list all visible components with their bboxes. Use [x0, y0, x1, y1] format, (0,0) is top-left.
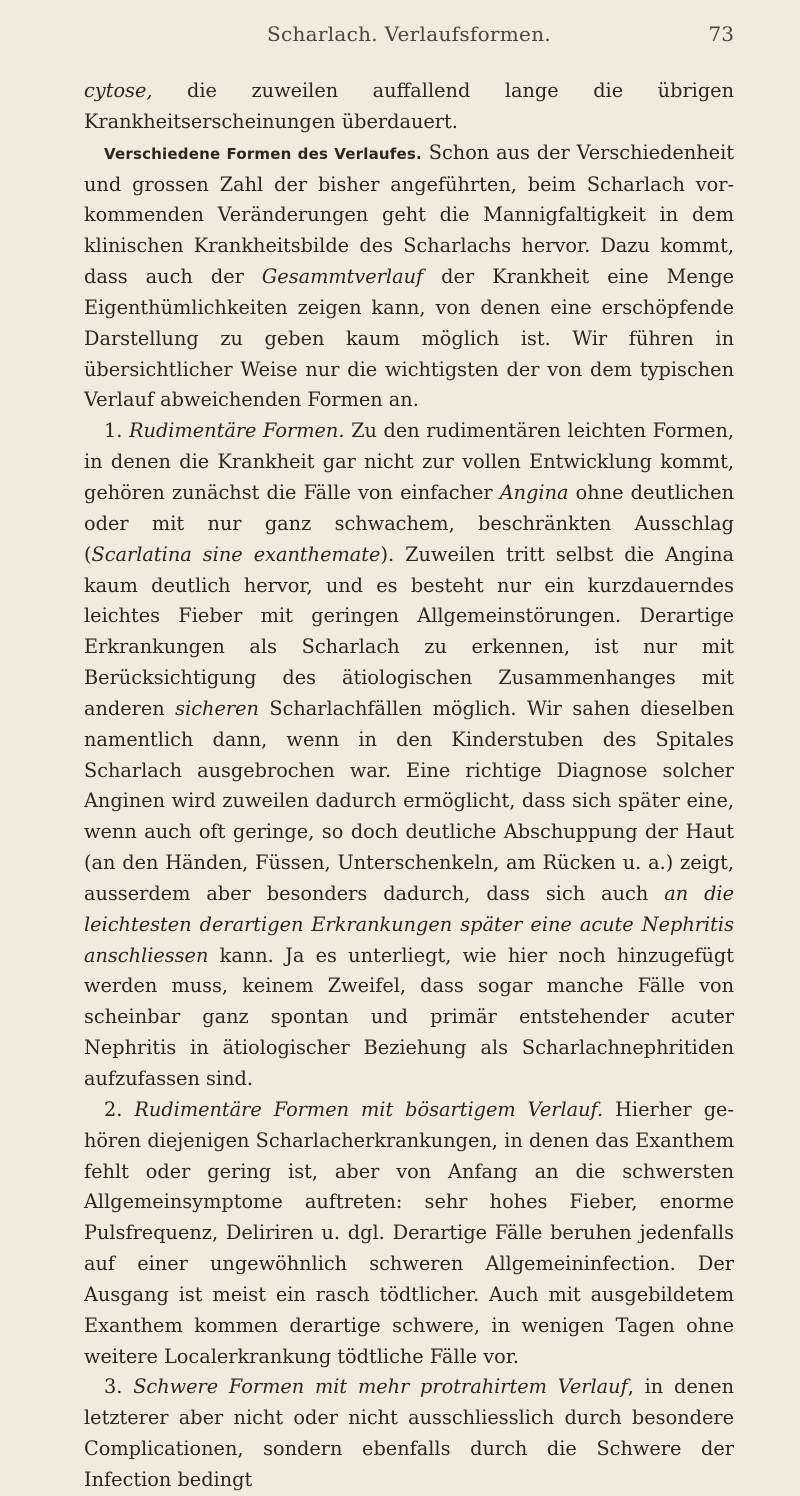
paragraph — [84, 76, 734, 138]
text-run: kann. Ja es unterliegt, wie hier noch hinzugefügt werden muss, keinem Zweifel, dass sogar manche Fälle von scheinbar ganz spontan und primär entstehender acuter Nephritis in ätiologischer Beziehung als Scharlachnephritiden aufzufassen sind. — [84, 943, 734, 1090]
section-heading: Verschiedene Formen des Verlaufes. — [104, 144, 422, 163]
text-run: ohne deutlichen oder mit nur ganz schwachem, beschränkten Ausschlag ( — [84, 480, 734, 566]
running-head — [84, 22, 734, 52]
running-title: Scharlach. Verlaufsformen. — [266, 22, 552, 46]
paragraph — [84, 1095, 734, 1373]
text-run: Zu den rudimentären leichten Formen, in denen die Krankheit gar nicht zur vollen Entwicklung kommt, gehören zunächst die Fälle von einfacher — [84, 419, 734, 504]
book-page — [0, 22, 800, 1491]
text-run: Scharlachfällen möglich. Wir sahen dieselben namentlich dann, wenn in den Kinderstuben des Spitales Scharlach ausgebrochen war. Eine richtige Diagnose solcher Anginen wird zuweilen dadurch ermöglicht, dass sich später eine, wenn auch oft geringe, so doch deutliche Abschuppung der Haut (an den Händen, Füssen, Unterschenkeln, am Rücken u. a.) zeigt, ausserdem aber besonders dadurch, dass sich auch — [84, 696, 734, 905]
italic-text: Gesammtverlauf — [261, 265, 424, 289]
paragraph — [84, 1372, 734, 1495]
text-run: die zuweilen auffallend lange die übrigen Krankheitserscheinungen überdauert. — [84, 79, 734, 133]
italic-text: sicheren — [175, 696, 259, 720]
body-text — [84, 76, 734, 1496]
italic-text: Rudimentäre Formen. — [129, 419, 345, 443]
italic-text: Scarlatina sine exanthemate — [91, 542, 381, 566]
text-run: 2. — [104, 1097, 135, 1121]
paragraph — [84, 416, 734, 1095]
text-run: , in denen letzterer aber nicht oder nicht ausschliesslich durch besondere Complicationen, sondern ebenfalls durch die Schwere der Infection bedingt — [84, 1375, 734, 1491]
text-run: 3. — [104, 1375, 134, 1399]
text-run: Hierher gehören diejenigen Scharlacherkrankungen, in denen das Exanthem fehlt oder gering ist, aber von Anfang an die schwersten Allgemeinsymptome auftreten: sehr hohes Fieber, enorme Pulsfrequenz, Deliriren u. dgl. Derartige Fälle beruhen jedenfalls auf einer ungewöhnlich schweren Allgemeininfection. Der Ausgang ist meist ein rasch tödtlicher. Auch mit ausgebildetem Exanthem kommen derartige schwere, in wenigen Tagen ohne weitere Localerkrankung tödtliche Fälle vor. — [84, 1097, 734, 1368]
text-run: 1. — [104, 419, 130, 443]
text-run: der Krankheit eine Menge Eigenthümlichkeiten zeigen kann, von denen eine erschöpfende Darstellung zu geben kaum möglich ist. Wir führen in übersichtlicher Weise nur die wichtigsten der von dem typischen Verlauf abweichenden Formen an. — [84, 265, 734, 412]
italic-text: Schwere Formen mit mehr protrahirtem Verlauf — [133, 1375, 628, 1399]
italic-text: Rudimentäre Formen mit bösartigem Verlauf. — [134, 1097, 604, 1121]
italic-text: Angina — [499, 480, 569, 504]
italic-text: cytose, — [84, 79, 153, 102]
text-run: ). Zuweilen tritt selbst die Angina kaum deutlich hervor, und es besteht nur ein kurzdauerndes leichtes Fieber mit geringen Allgemeinstörungen. Derartige Erkrankungen als Scharlach zu erkennen, ist nur mit Berücksichtigung des ätiologischen Zusammenhanges mit anderen — [84, 542, 734, 720]
text-run: Schon aus der Verschiedenheit und grossen Zahl der bisher angeführten, beim Scharlach vorkommenden Veränderungen geht die Mannigfaltigkeit in dem klinischen Krankheitsbilde des Scharlachs hervor. Dazu kommt, dass auch der — [84, 140, 734, 289]
italic-text: an die leichtesten derartigen Erkrankungen später eine acute Nephritis anschliessen — [84, 881, 734, 967]
page-number: 73 — [708, 22, 734, 46]
paragraph — [84, 138, 734, 417]
